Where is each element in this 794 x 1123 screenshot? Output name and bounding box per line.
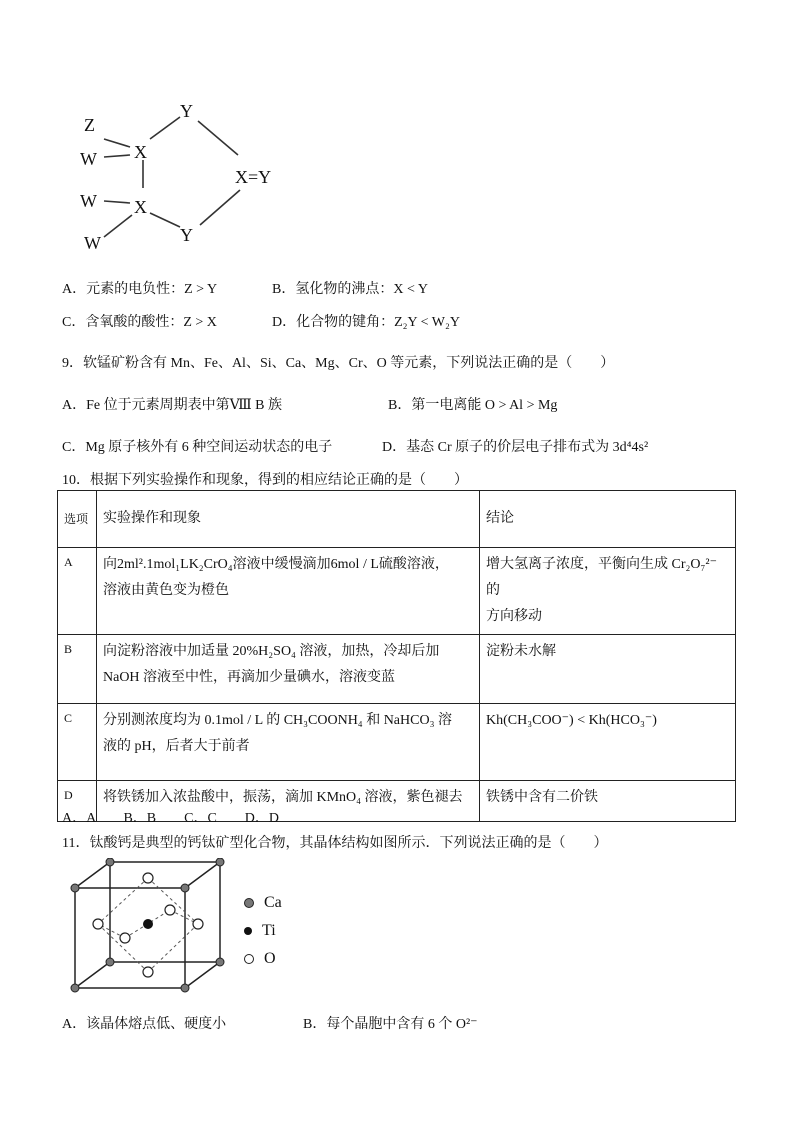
q9-stem: 9．软锰矿粉含有 Mn、Fe、Al、Si、Ca、Mg、Cr、O 等元素，下列说法正确的是（ ） — [62, 356, 615, 371]
atom-label: Z — [84, 115, 95, 135]
table-row — [58, 548, 736, 635]
o-atom — [143, 873, 153, 883]
q8-option-c[interactable]: C．含氧酸的酸性：Z > X — [62, 315, 217, 330]
ca-atom — [71, 884, 79, 892]
q11-stem: 11．钛酸钙是典型的钙钛矿型化合物，其晶体结构如图所示．下列说法正确的是（ ） — [62, 836, 608, 851]
o-legend-dot — [244, 954, 254, 964]
atom-label: X — [134, 142, 147, 162]
row-label: D — [58, 781, 97, 822]
q8-option-a[interactable]: A．元素的电负性：Z > Y — [62, 282, 218, 297]
ca-atom — [181, 884, 189, 892]
legend-o — [244, 950, 276, 968]
bond-line — [198, 121, 238, 155]
row-conclusion — [480, 548, 736, 635]
q8-option-b[interactable]: B．氢化物的沸点：X < Y — [272, 282, 428, 297]
bond-line — [150, 117, 180, 139]
atom-label: X — [134, 197, 147, 217]
cell-edge — [75, 962, 110, 988]
bond-line — [104, 215, 132, 237]
bond-line — [104, 155, 130, 157]
row-operation — [97, 548, 480, 635]
ca-atom — [216, 858, 224, 866]
row-label: C — [58, 704, 97, 781]
q8-option-d[interactable]: D．化合物的键角：Z₂Y < W₂Y — [272, 315, 460, 330]
q10-answer-options[interactable]: A．A B．B C．C D．D — [62, 811, 280, 826]
octahedron-edge — [148, 924, 198, 972]
q11-option-b[interactable]: B．每个晶胞中含有 6 个 O²⁻ — [303, 1017, 478, 1032]
molecular-structure-diagram — [70, 95, 300, 265]
q9-option-b[interactable]: B．第一电离能 O > Al > Mg — [388, 398, 558, 413]
operation-line: NaOH 溶液至中性，再滴加少量碘水，溶液变蓝 — [103, 670, 396, 685]
ca-atom — [216, 958, 224, 966]
operation-line: 分别测浓度均为 0.1mol / L 的 CH₃COONH₄ 和 NaHCO₃ 溶 — [103, 713, 452, 728]
header-operation: 实验操作和现象 — [97, 491, 480, 548]
row-conclusion — [480, 781, 736, 822]
operation-line: 液的 pH，后者大于前者 — [103, 739, 250, 754]
q9-option-a[interactable]: A．Fe 位于元素周期表中第Ⅷ B 族 — [62, 398, 283, 413]
ti-legend-dot — [244, 927, 252, 935]
row-conclusion — [480, 704, 736, 781]
row-label: B — [58, 635, 97, 704]
row-conclusion — [480, 635, 736, 704]
row-operation — [97, 704, 480, 781]
conclusion-line: 增大氢离子浓度，平衡向生成 Cr₂O₇²⁻ 的 — [486, 557, 717, 598]
atom-label: W — [80, 149, 97, 169]
conclusion-line: Kh(CH₃COO⁻) < Kh(HCO₃⁻) — [486, 713, 657, 728]
octahedron-edge — [98, 878, 148, 924]
atom-label: Y — [180, 225, 193, 245]
atom-label: W — [84, 233, 101, 253]
cell-edge — [75, 862, 110, 888]
operation-line: 向2ml².1mol₁LK₂CrO₄溶液中缓慢滴加6mol / L硫酸溶液， — [103, 557, 449, 572]
ca-atom — [71, 984, 79, 992]
bond-line — [200, 190, 240, 225]
operation-line: 向淀粉溶液中加适量 20%H₂SO₄ 溶液，加热，冷却后加 — [103, 644, 440, 659]
ca-atom — [181, 984, 189, 992]
legend-label: Ca — [264, 894, 282, 911]
cell-edge — [185, 862, 220, 888]
bond-line — [104, 139, 130, 147]
conclusion-line: 方向移动 — [486, 609, 542, 624]
header-option: 选项 — [58, 491, 97, 548]
operation-line: 将铁锈加入浓盐酸中，振荡，滴加 KMnO₄ 溶液，紫色褪去 — [103, 790, 463, 805]
bond-line — [104, 201, 130, 203]
row-label: A — [58, 548, 97, 635]
q9-option-d[interactable]: D．基态 Cr 原子的价层电子排布式为 3d⁴4s² — [382, 440, 649, 455]
o-atom — [143, 967, 153, 977]
atom-label: X=Y — [235, 167, 272, 187]
table-header-row — [58, 491, 736, 548]
octahedron-edge — [148, 878, 198, 924]
table-row — [58, 635, 736, 704]
legend-ti — [244, 922, 276, 940]
legend-label: O — [264, 950, 276, 967]
o-atom — [165, 905, 175, 915]
operation-line: 溶液由黄色变为橙色 — [103, 583, 229, 598]
cell-edge — [185, 962, 220, 988]
bond-line — [150, 213, 180, 227]
o-atom — [120, 933, 130, 943]
conclusion-line: 淀粉未水解 — [486, 644, 556, 659]
legend-ca — [244, 894, 282, 912]
q10-stem: 10．根据下列实验操作和现象，得到的相应结论正确的是（ ） — [62, 473, 468, 488]
o-atom — [93, 919, 103, 929]
row-operation — [97, 635, 480, 704]
crystal-cell-diagram — [70, 858, 240, 996]
q11-option-a[interactable]: A．该晶体熔点低、硬度小 — [62, 1017, 227, 1032]
legend-label: Ti — [262, 922, 276, 939]
ti-atom — [143, 919, 153, 929]
experiment-table — [57, 490, 736, 822]
ca-atom — [106, 958, 114, 966]
q9-option-c[interactable]: C．Mg 原子核外有 6 种空间运动状态的电子 — [62, 440, 333, 455]
table-row — [58, 704, 736, 781]
atom-label: Y — [180, 101, 193, 121]
atom-label: W — [80, 191, 97, 211]
o-atom — [193, 919, 203, 929]
ca-atom — [106, 858, 114, 866]
header-conclusion: 结论 — [480, 491, 736, 548]
conclusion-line: 铁锈中含有二价铁 — [486, 790, 598, 805]
ca-legend-dot — [244, 898, 254, 908]
